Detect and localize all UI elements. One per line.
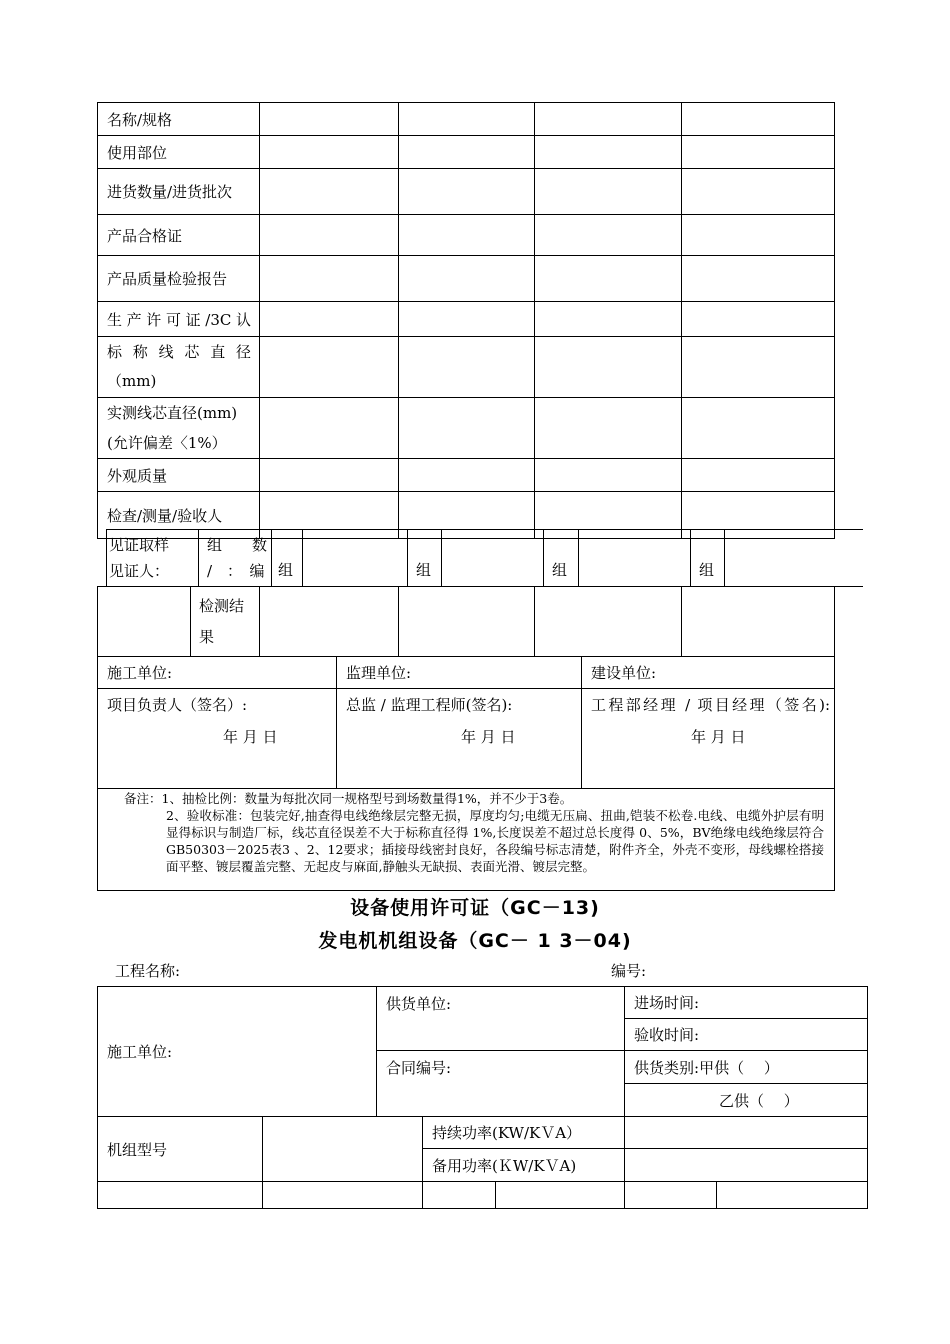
row-label-name-spec: 名称/规格 xyxy=(98,103,260,136)
row-label-measured-diameter: 实测线芯直径(mm) (允许偏差〈1%） xyxy=(98,398,260,459)
cell-input[interactable] xyxy=(717,1182,868,1209)
cell-input[interactable] xyxy=(399,337,535,398)
cell-input[interactable] xyxy=(260,398,399,459)
project-name-label: 工程名称: xyxy=(115,962,181,980)
cell-input[interactable] xyxy=(535,169,682,215)
cell-input[interactable] xyxy=(260,302,399,337)
owner-unit-label: 建设单位: xyxy=(582,657,835,689)
cell-input[interactable] xyxy=(399,136,535,169)
row-label-appearance: 外观质量 xyxy=(98,459,260,492)
cell-input[interactable] xyxy=(682,256,835,302)
group-label: 组 xyxy=(544,530,579,587)
cell-input[interactable] xyxy=(579,530,691,587)
cell-input[interactable] xyxy=(682,215,835,256)
number-label: 编号: xyxy=(611,962,647,980)
cell-input[interactable] xyxy=(535,103,682,136)
cell-input[interactable] xyxy=(303,530,408,587)
group-label: 组 xyxy=(408,530,442,587)
standby-power-label: 备用功率(ＫW/KＶA) xyxy=(423,1149,625,1182)
supplier-label: 供货单位: xyxy=(377,987,625,1051)
cell-input[interactable] xyxy=(535,136,682,169)
section-subtitle: 发电机机组设备（GC－ 1 3－04) xyxy=(318,930,632,952)
cell-input[interactable] xyxy=(725,530,863,587)
construction-unit-label: 施工单位: xyxy=(98,987,377,1117)
cell-input[interactable] xyxy=(423,1182,496,1209)
cell-blank xyxy=(98,587,191,657)
row-label-certificate: 产品合格证 xyxy=(98,215,260,256)
cell-input[interactable] xyxy=(682,587,835,657)
cell-input[interactable] xyxy=(399,215,535,256)
project-lead-signature[interactable]: 项目负责人（签名）: 年 月 日 xyxy=(98,689,337,789)
row-label-quantity-batch: 进货数量/进货批次 xyxy=(98,169,260,215)
supply-type-label[interactable]: 供货类别:甲供（ ） xyxy=(625,1051,868,1084)
witness-row xyxy=(106,529,863,587)
cell-input[interactable] xyxy=(260,337,399,398)
cell-input[interactable] xyxy=(442,530,544,587)
inspection-table xyxy=(97,102,835,539)
cell-input[interactable] xyxy=(399,302,535,337)
section-title: 设备使用许可证（GC－13) xyxy=(350,897,600,919)
cell-input[interactable] xyxy=(260,215,399,256)
cell-input[interactable] xyxy=(535,337,682,398)
row-label-quality-report: 产品质量检验报告 xyxy=(98,256,260,302)
supervisor-signature[interactable]: 总监 / 监理工程师(签名): 年 月 日 xyxy=(337,689,582,789)
cell-input[interactable] xyxy=(682,169,835,215)
cell-input[interactable] xyxy=(625,1117,868,1149)
row-label-inspector: 检查/测量/验收人 xyxy=(98,492,260,539)
cell-input[interactable] xyxy=(263,1182,423,1209)
results-table xyxy=(97,586,835,891)
continuous-power-label: 持续功率(KW/KＶA） xyxy=(423,1117,625,1149)
cell-input[interactable] xyxy=(682,136,835,169)
row-label-license: 生产许可证/3C认 xyxy=(98,302,260,337)
row-label-nominal-diameter: 标称线芯直径 （mm) xyxy=(98,337,260,398)
cell-input[interactable] xyxy=(535,398,682,459)
notes: 备注：1、抽检比例：数量为每批次同一规格型号到场数量得1%，并不少于3卷。 2、验收标准：包装完好,抽查得电线绝缘层完整无损，厚度均匀;电缆无压扁、扭曲,铠装不松卷.电线、电缆外护层有明显得标识与制造厂标，线芯直径误差不大于标称直径得 1%,长度误差不超过总长度得 0、5%，BV绝缘电线绝缘层符合GB50303－2025表3 、2、12要求；插接母线密封良好，各段编号标志清楚，附件齐全，外壳不变形，母线螺栓搭接面平整、镀层覆盖完整、无起皮与麻面,静触头无缺损、表面光滑、镀层完整。 xyxy=(98,789,835,891)
cell-input[interactable] xyxy=(682,459,835,492)
cell-input[interactable] xyxy=(682,337,835,398)
cell-input[interactable] xyxy=(260,103,399,136)
unit-model-label: 机组型号 xyxy=(98,1117,263,1182)
cell-input[interactable] xyxy=(98,1182,263,1209)
cell-input[interactable] xyxy=(260,256,399,302)
cell-input[interactable] xyxy=(260,169,399,215)
cell-input[interactable] xyxy=(535,215,682,256)
equipment-table xyxy=(97,986,868,1209)
cell-input[interactable] xyxy=(496,1182,625,1209)
cell-input[interactable] xyxy=(399,169,535,215)
cell-input[interactable] xyxy=(682,302,835,337)
row-label-use-location: 使用部位 xyxy=(98,136,260,169)
group-label: 组 xyxy=(691,530,725,587)
cell-input[interactable] xyxy=(399,256,535,302)
cell-input[interactable] xyxy=(399,103,535,136)
cell-input[interactable] xyxy=(260,587,399,657)
test-result-label: 检测结 果 xyxy=(191,587,260,657)
cell-input[interactable] xyxy=(263,1117,423,1182)
cell-input[interactable] xyxy=(682,103,835,136)
cell-input[interactable] xyxy=(535,587,682,657)
cell-input[interactable] xyxy=(682,398,835,459)
cell-input[interactable] xyxy=(625,1182,717,1209)
cell-input[interactable] xyxy=(260,136,399,169)
acceptance-time-label: 验收时间: xyxy=(625,1019,868,1051)
construction-unit-label: 施工单位: xyxy=(98,657,337,689)
arrival-time-label: 进场时间: xyxy=(625,987,868,1019)
cell-input[interactable] xyxy=(399,398,535,459)
witness-label: 见证取样 见证人： xyxy=(107,530,199,587)
contract-no-label: 合同编号: xyxy=(377,1051,625,1117)
cell-input[interactable] xyxy=(399,459,535,492)
cell-input[interactable] xyxy=(535,256,682,302)
group-number-label: 组 数 / ： 编 xyxy=(199,530,272,587)
cell-input[interactable] xyxy=(260,459,399,492)
manager-signature[interactable]: 工程部经理 / 项目经理（签名): 年 月 日 xyxy=(582,689,835,789)
cell-input[interactable] xyxy=(399,587,535,657)
supply-type-b[interactable]: 乙供（ ） xyxy=(625,1084,868,1117)
cell-input[interactable] xyxy=(535,459,682,492)
cell-input[interactable] xyxy=(625,1149,868,1182)
cell-input[interactable] xyxy=(535,302,682,337)
supervision-unit-label: 监理单位: xyxy=(337,657,582,689)
group-label: 组 xyxy=(272,530,303,587)
